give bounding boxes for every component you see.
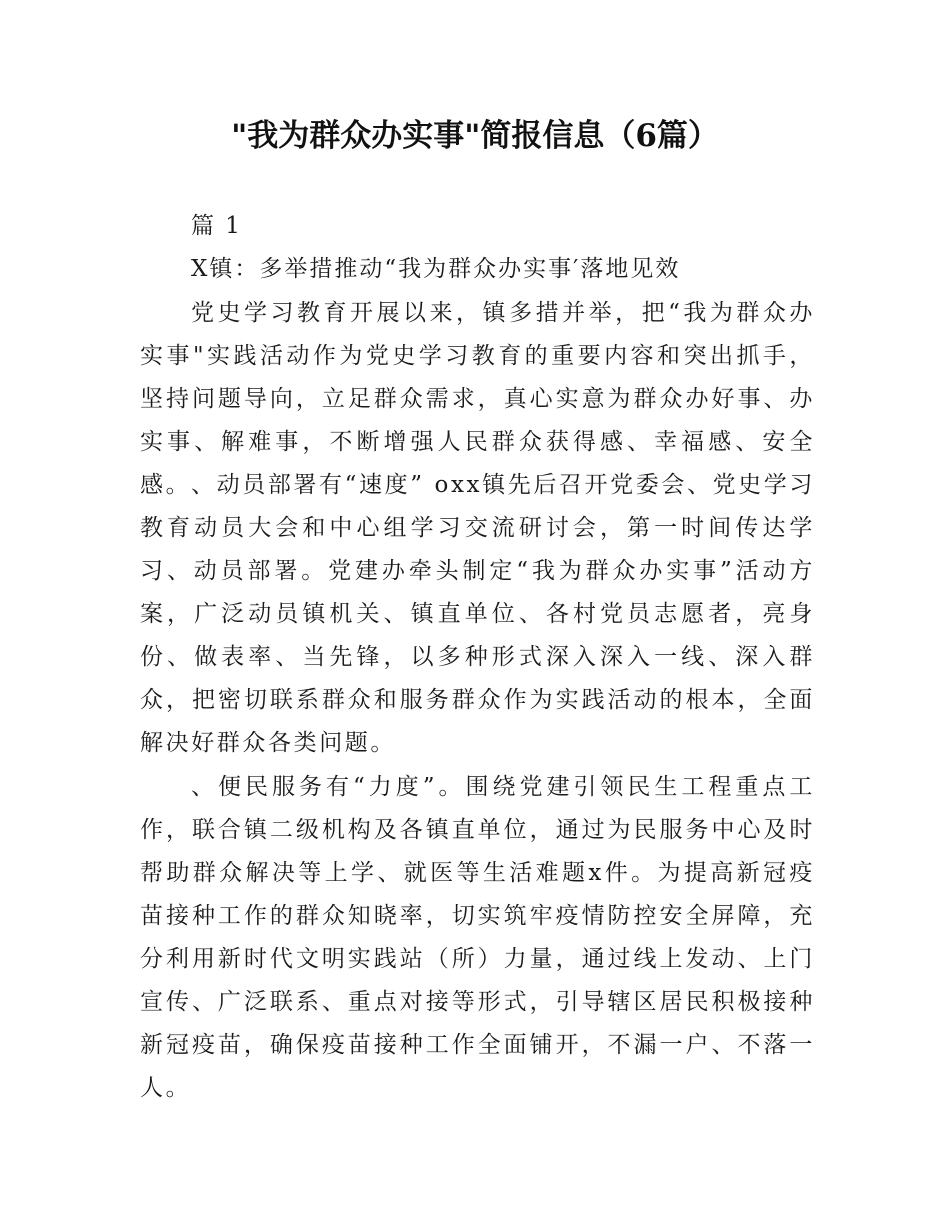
- paragraph-service: 、便民服务有“力度”。围绕党建引领民生工程重点工作，联合镇二级机构及各镇直单位，通过为民服务中心及时帮助群众解决等上学、就医等生活难题x件。为提高新冠疫苗接种工作的群众知晓率，切实筑牢疫情防控安全屏障，充分利用新时代文明实践站（所）力量，通过线上发动、上门宣传、广泛联系、重点对接等形式，引导辖区居民积极接种新冠疫苗，确保疫苗接种工作全面铺开，不漏一户、不落一人。: [140, 774, 815, 1101]
- paragraph-mobilization: 、动员部署有“速度” oxx镇先后召开党委会、党史学习教育动员大会和中心组学习交流研讨会，第一时间传达学习、动员部署。党建办牵头制定“我为群众办实事”活动方案，广泛动员镇机关、镇直单位、各村党员志愿者，亮身份、做表率、当先锋，以多种形式深入深入一线、深入群众，把密切联系群众和服务群众作为实践活动的根本，全面解决好群众各类问题。: [140, 472, 815, 756]
- paragraph-intro: 党史学习教育开展以来，镇多措并举，把“我为群众办实事"实践活动作为党史学习教育的重要内容和突出抓手，坚持问题导向，立足群众需求，真心实意为群众办好事、办实事、解难事，不断增强人民群众获得感、幸福感、安全感。: [140, 300, 815, 498]
- section-label: 篇 1: [191, 213, 242, 239]
- article-headline: X镇：多举措推动“我为群众办实事′落地见效: [191, 256, 681, 282]
- document-title: "我为群众办实事"简报信息（6篇）: [231, 118, 719, 154]
